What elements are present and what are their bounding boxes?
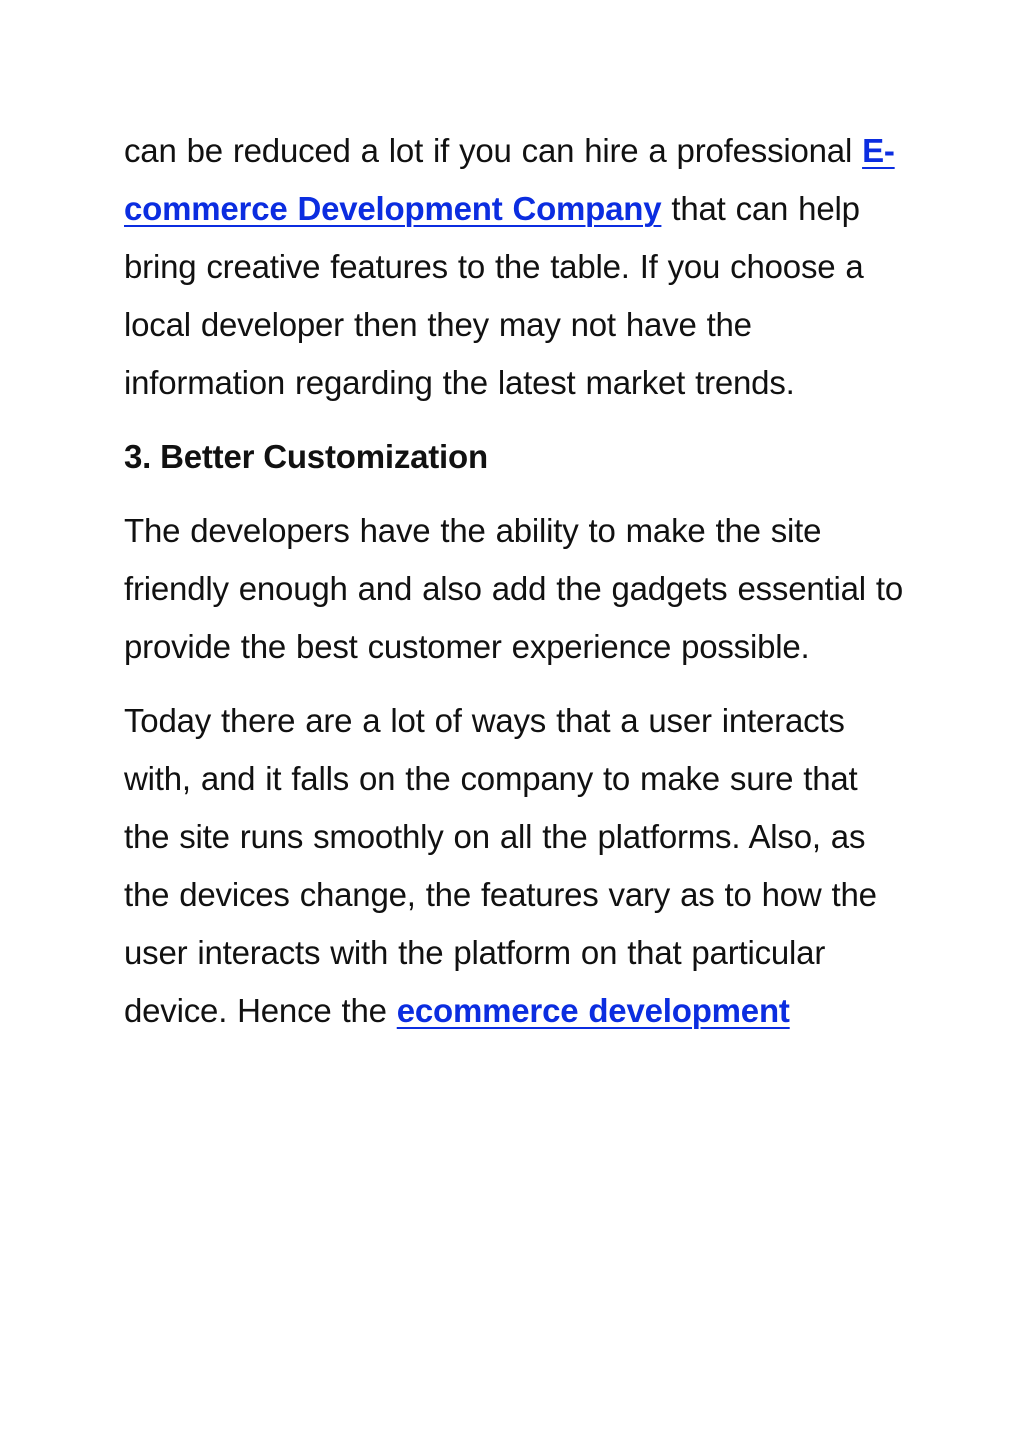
ecommerce-development-link[interactable]: ecommerce development — [396, 992, 790, 1029]
ecommerce-development-company-link[interactable]: E-commerce Development Company — [124, 132, 895, 227]
paragraph-text: can be reduced a lot if you can hire a professional — [124, 132, 863, 169]
paragraph-hire-professional — [124, 122, 904, 412]
paragraph-text: that can help bring creative features to the table. If you choose a local developer then they may not have the information regarding the latest market trends. — [124, 190, 864, 401]
paragraph-text: Today there are a lot of ways that a user interacts with, and it falls on the company to make sure that the site runs smoothly on all the platforms. Also, as the devices change, the features vary as to how the user interacts with the platform on that particular device. Hence the — [124, 702, 877, 1029]
paragraph-user-interaction — [124, 692, 904, 1040]
document-page — [124, 122, 904, 1056]
paragraph-developers-ability: The developers have the ability to make the site friendly enough and also add the gadgets essential to provide the best customer experience possible. — [124, 512, 903, 665]
section-heading-better-customization: 3. Better Customization — [124, 438, 488, 475]
